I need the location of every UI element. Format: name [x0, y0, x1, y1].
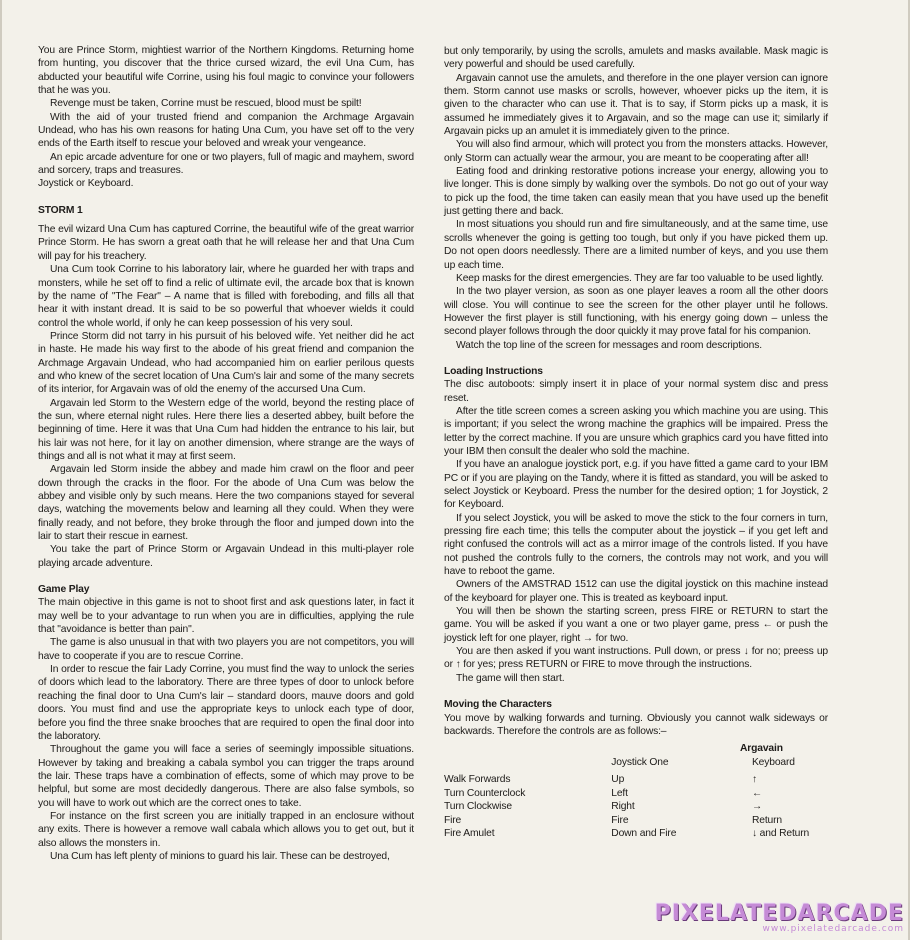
continued-paragraph: Keep masks for the direst emergencies. They are far too valuable to be used lightly. [456, 272, 824, 284]
loading-paragraph: You will then be shown the starting screen, press FIRE or RETURN to start the game. You will be asked if you want a one or two player game, press ← or push the joystick left for one player, right → for two. [444, 606, 828, 644]
continued-paragraph: In the two player version, as soon as one player leaves a room all the other doors will close. You will continue to see the screen for the other player until he follows. However the first player is still functioning, with his energy going down – unless the second player follows through the door quickly it may prove fatal for his companion. [444, 286, 828, 338]
key-cell: Return [751, 814, 782, 826]
action-cell: Fire [444, 814, 462, 826]
gameplay-paragraph: Throughout the game you will face a series of seemingly impossible situations. However by taking and breaking a cabala symbol you can trigger the traps around the lair. These traps have a combination of effects, some of which may prove to be helpful, but some are most decidedly dangerous. There are also false symbols, so you will have to work out which are the correct ones to take. [38, 744, 414, 809]
watermark-brand: PIXELATEDARCADE [654, 901, 904, 926]
action-cell: Fire Amulet [444, 828, 495, 840]
gameplay-paragraph: The game is also unusual in that with two players you are not competitors, you will have to cooperate if you are to rescue Corrine. [38, 637, 414, 662]
intro-paragraph: You are Prince Storm, mightiest warrior of the Northern Kingdoms. Returning home from hunting, you discover that the thrice cursed wizard, the evil Una Cum, has abducted your beautiful wife Corrine, using his foul magic to convince your followers that he was you. [38, 45, 414, 97]
column-header-joystick: Joystick One [611, 756, 669, 768]
storm-paragraph: The evil wizard Una Cum has captured Corrine, the beautiful wife of the great warrior Prince Storm. He has sworn a great oath that he will release her and that Una Cum will pay for his treachery. [38, 224, 414, 262]
controls-header-row [444, 756, 828, 770]
right-column [444, 45, 828, 841]
controls-group-title: Argavain [740, 743, 783, 755]
intro-paragraph: Revenge must be taken, Corrine must be rescued, blood must be spilt! [50, 98, 362, 110]
storm-paragraph: Argavain led Storm to the Western edge of the world, beyond the resting place of the sun, where eternal night rules. Here there lies a deserted abbey, built before the beginning of time. Here it was that Una Cum had hidden the entrance to his lair, but his lair was not here, for it lay on another dimension, where strange are the ways of things and all is not what it may at first seem. [38, 397, 414, 462]
gameplay-paragraph: The main objective in this game is not to shoot first and ask questions later, in fact it may well be to your advantage to run when you are in difficulties, applying the rule that "avoidance is better than pain". [38, 597, 414, 636]
loading-heading: Loading Instructions [444, 365, 543, 377]
table-row [444, 773, 828, 787]
column-header-keyboard: Keyboard [751, 756, 795, 768]
intro-paragraph: With the aid of your trusted friend and companion the Archmage Argavain Undead, who has his own reasons for hating Una Cum, you have set off to the very ends of the Earth itself to rescue your beloved and wreak your vengeance. [38, 111, 414, 150]
joystick-cell: Left [611, 787, 628, 799]
intro-paragraph: An epic arcade adventure for one or two players, full of magic and mayhem, sword and sorcery, traps and treasures. [38, 151, 414, 177]
joystick-cell: Right [611, 801, 635, 813]
table-row [444, 800, 828, 814]
watermark-url: www.pixelatedarcade.com [762, 924, 904, 934]
gameplay-heading: Game Play [38, 584, 90, 596]
gameplay-paragraph: For instance on the first screen you are initially trapped in an enclosure without any exits. There is however a remove wall cabala which allows you to get out, but it also allows the monsters in. [38, 810, 414, 849]
key-cell: → [751, 801, 763, 813]
table-row [444, 814, 828, 828]
joystick-line: Joystick or Keyboard. [38, 178, 134, 190]
joystick-cell: Down and Fire [611, 828, 677, 840]
action-cell: Turn Clockwise [444, 801, 512, 813]
storm-paragraph: Argavain led Storm inside the abbey and made him crawl on the floor and peer down through the cracks in the floor. For the abode of Una Cum was below the abbey and visible only by such means. Here the two companions stayed for several days, watching the movements below and learning all they could. When they were finally ready, and not before, they broke through the floor and jumped down into the lair to start their rescue in earnest. [38, 464, 414, 543]
watermark [655, 901, 904, 934]
loading-paragraph: After the title screen comes a screen asking you which machine you are using. This is important; if you select the wrong machine the graphics will be impaired. Press the letter by the correct machine. If you are unsure which graphics card you have fitted into your IBM then consult the dealer who sold the machine. [444, 405, 828, 457]
table-row [444, 787, 828, 801]
storm-paragraph: Prince Storm did not tarry in his pursuit of his beloved wife. Yet neither did he act in haste. He made his way first to the abode of his great friend and companion the Archmage Argavain Undead, who had accompanied him on earlier perilous quests and who knew of the secret location of Una Cum's lair and some of the many secrets of its interior, for Argavain was of old the enemy of the accursed Una Cum. [38, 330, 414, 396]
joystick-cell: Up [611, 774, 625, 786]
loading-paragraph: The game will then start. [456, 672, 565, 684]
gameplay-paragraph: In order to rescue the fair Lady Corrine, you must find the way to unlock the series of doors which lead to the laboratory. There are three types of door to unlock before reaching the final door to Una Cum's lair – standard doors, mauve doors and gold doors. You must find and use the appropriate keys to unlock each type of door, before you find the three snake brooches that are required to open the final door into the laboratory. [38, 664, 414, 742]
loading-paragraph: If you have an analogue joystick port, e.g. if you have fitted a game card to your IBM PC or if you are playing on the Tandy, where it is fitted as standard, you will be asked to select Joystick or Keyboard. Press the number for the desired option; 1 for Joystick, 2 for Keyboard. [444, 459, 828, 511]
gameplay-paragraph: Una Cum has left plenty of minions to guard his lair. These can be destroyed, [50, 850, 390, 862]
left-column [38, 44, 414, 863]
storm-paragraph: You take the part of Prince Storm or Argavain Undead in this multi-player role playing arcade adventure. [38, 544, 414, 569]
moving-heading: Moving the Characters [444, 699, 552, 711]
loading-paragraph: You are then asked if you want instructions. Pull down, or press ↓ for no; preess up or ↑ for yes; press RETURN or FIRE to move through the instructions. [444, 646, 828, 671]
continued-paragraph: Argavain cannot use the amulets, and therefore in the one player version can ignore them. Storm cannot use masks or scrolls, however, whoever picks up the item, it is given to the character who can use it. That is to say, if Storm picks up a mask, it is assumed he immediately gives it to Argavain, and so the mage can use it; similarly if Argavain picks up an amulet it is immediately given to the prince. [444, 72, 828, 138]
controls-table [444, 742, 828, 841]
key-cell: ↓ and Return [751, 828, 810, 840]
moving-paragraph: You move by walking forwards and turning. Obviously you cannot walk sideways or backwards. Therefore the controls are as follows:– [444, 712, 828, 737]
storm-paragraph: Una Cum took Corrine to his laboratory lair, where he guarded her with traps and monsters, while he set off to find a relic of ultimate evil, the arcade box that is known by the name of "The Fear" – A name that is filled with foreboding, and fills all that hear it with instant dread. It is said to be so powerful that whoever wields it could control the whole world, if only he can keep possession of his very soul. [38, 264, 414, 329]
continued-paragraph: You will also find armour, which will protect you from the monsters attacks. However, only Storm can actually wear the armour, you are meant to be cooperating after all! [444, 139, 828, 164]
continued-paragraph: In most situations you should run and fire simultaneously, and at the same time, use scrolls whenever the going is getting too tough, but only if you have picked them up. Do not open doors needlessly. There are a limited number of keys, and you use them up each time. [444, 219, 828, 271]
key-cell: ← [751, 787, 763, 799]
table-row [444, 827, 828, 841]
action-cell: Turn Counterclock [444, 787, 526, 799]
continued-paragraph: but only temporarily, by using the scrolls, amulets and masks available. Mask magic is very powerful and should be used carefully. [444, 46, 828, 71]
continued-paragraph: Eating food and drinking restorative potions increase your energy, allowing you to live longer. This is done simply by walking over the symbols. Do not go out of your way to pick up the food, the time taken can easily mean that you have used up the benefit just getting there and back. [444, 166, 828, 218]
storm-heading: STORM 1 [38, 204, 83, 216]
loading-paragraph: If you select Joystick, you will be asked to move the stick to the four corners in turn, pressing fire each time; this tells the computer about the joystick – if you get left and right confused the controls will act as a mirror image of the controls listed. If you have not pushed the controls fully to the corners, the controls may not work, and you will have to reboot the game. [444, 512, 828, 578]
loading-paragraph: Owners of the AMSTRAD 1512 can use the digital joystick on this machine instead of the keyboard for player one. This is treated as keyboard input. [444, 579, 828, 604]
continued-paragraph: Watch the top line of the screen for messages and room descriptions. [456, 339, 762, 351]
loading-paragraph: The disc autoboots: simply insert it in place of your normal system disc and press reset. [444, 379, 828, 404]
joystick-cell: Fire [611, 814, 629, 826]
action-cell: Walk Forwards [444, 774, 511, 786]
key-cell: ↑ [751, 774, 757, 786]
